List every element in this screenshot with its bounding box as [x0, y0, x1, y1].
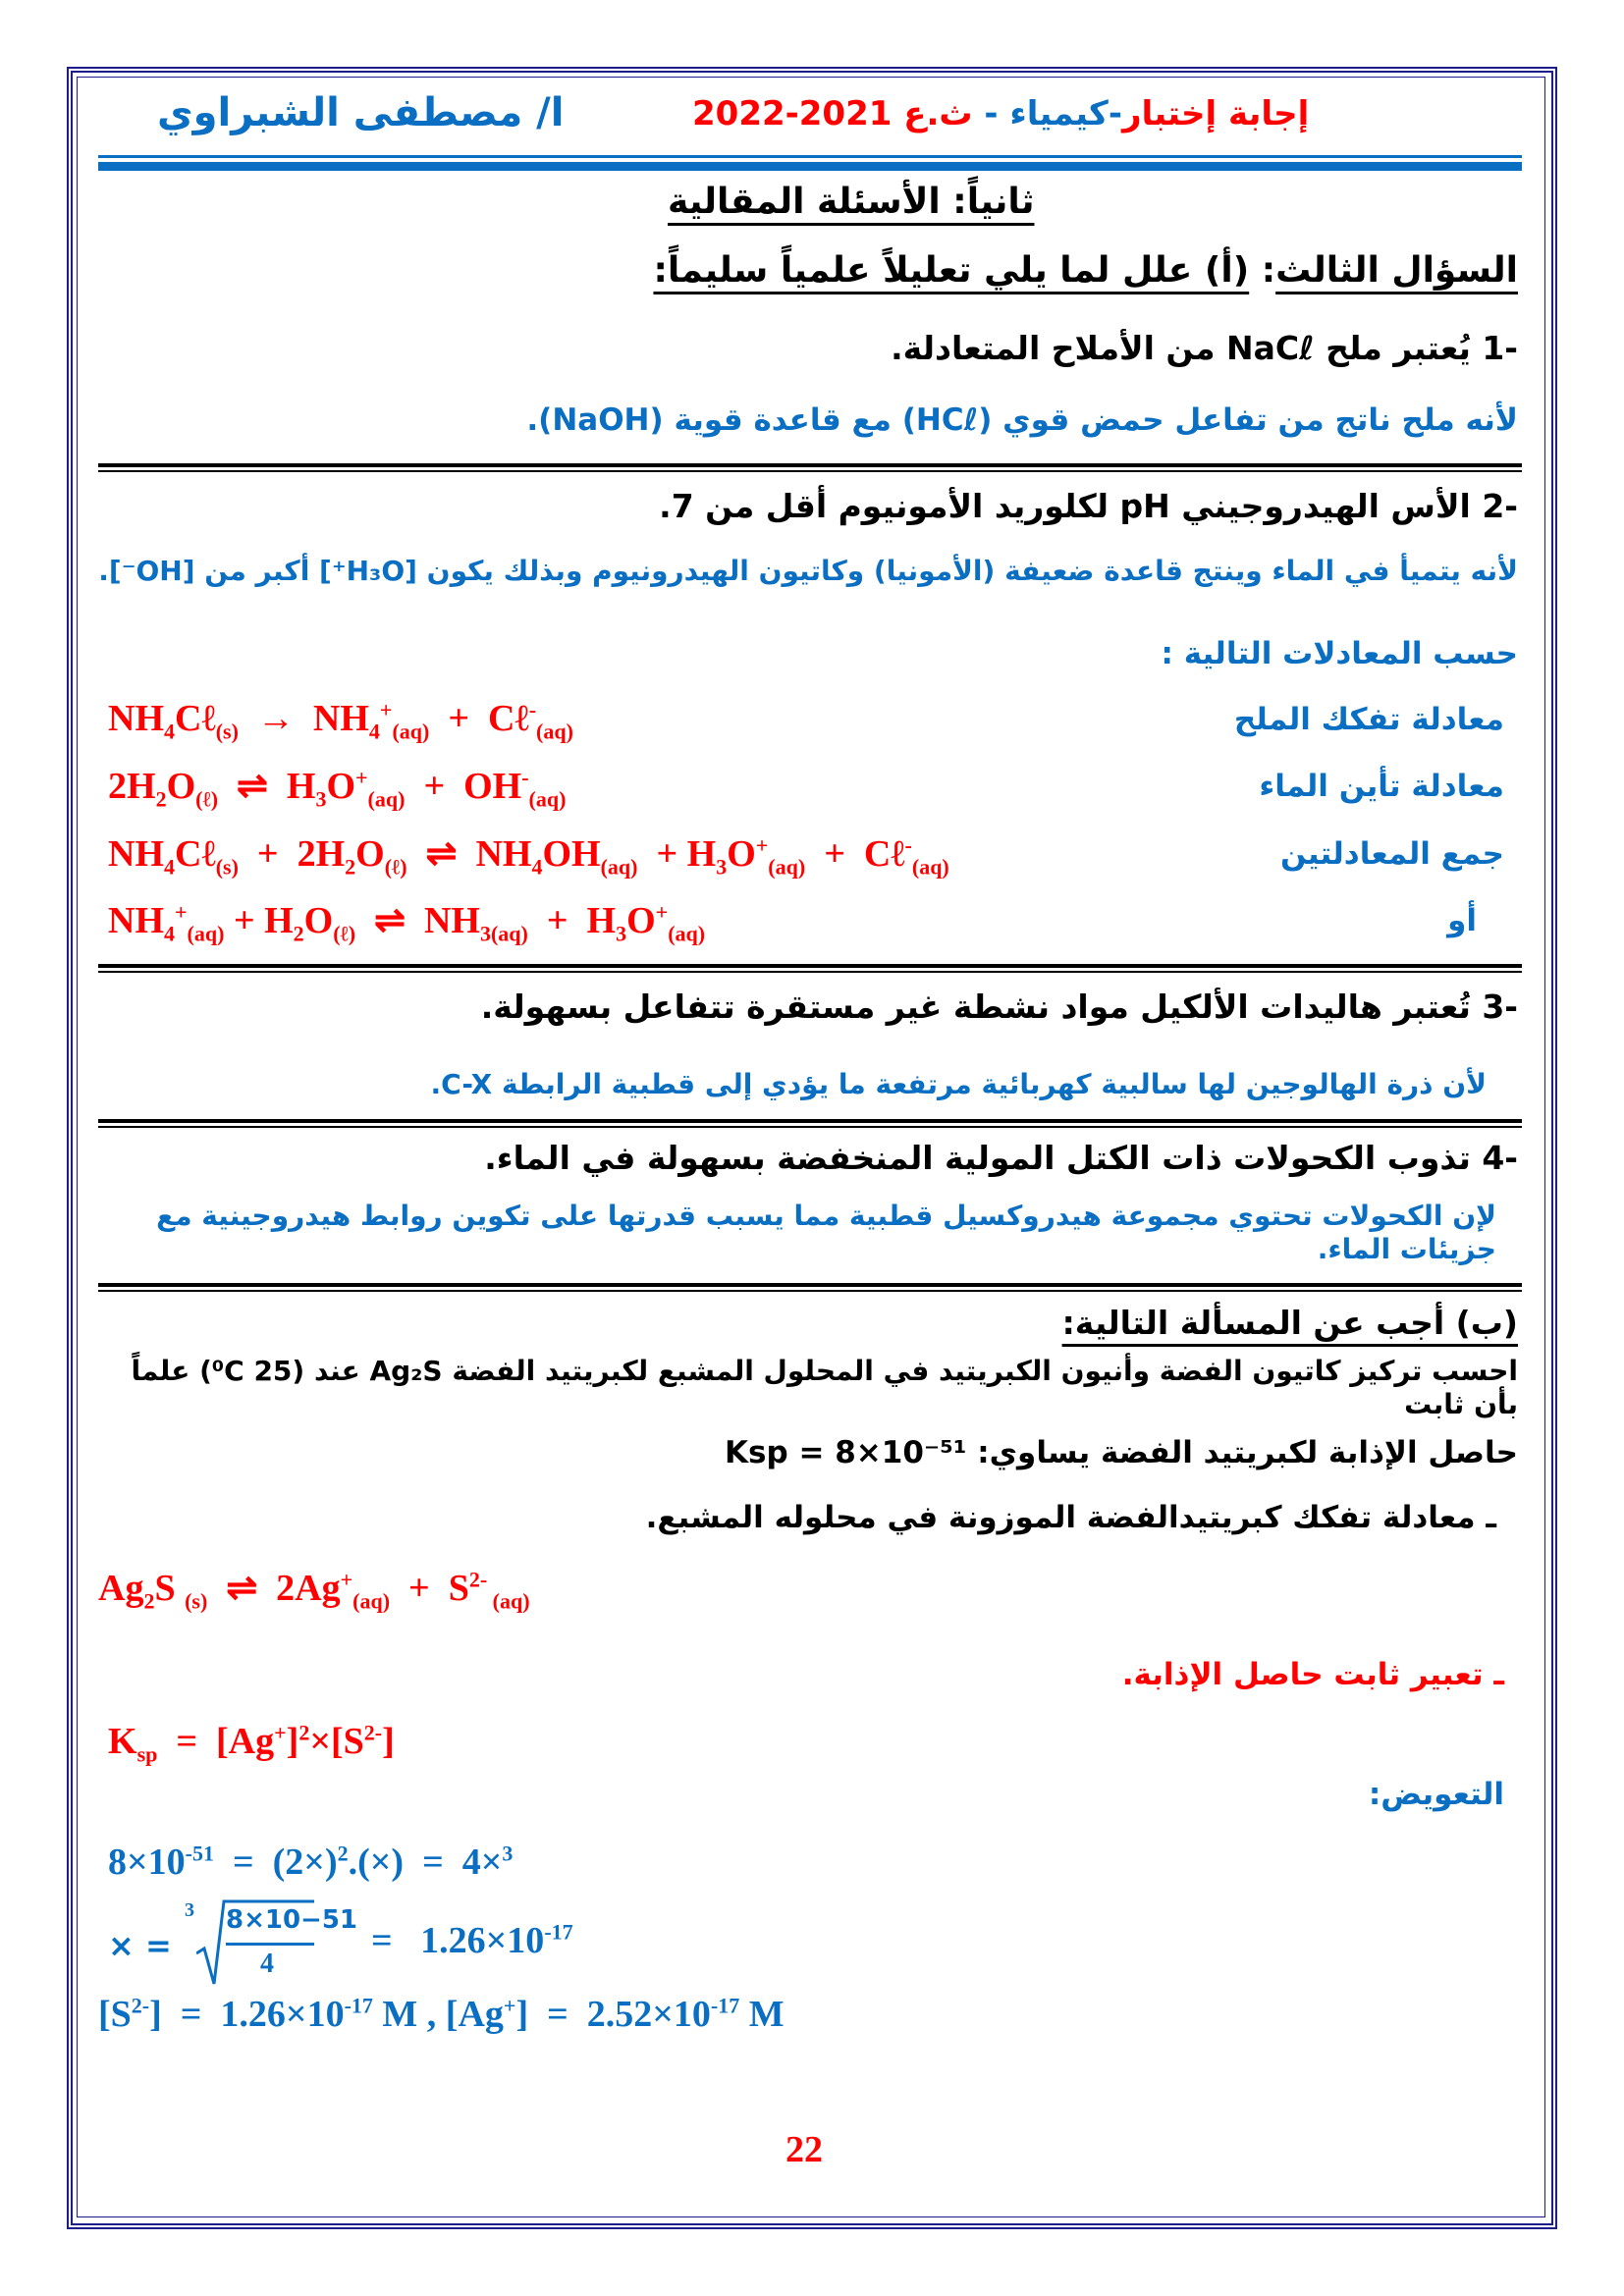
title-part: إجابة إختبار: [1121, 94, 1310, 133]
question-label: السؤال الثالث: [1275, 250, 1518, 291]
x-equals: × =: [108, 1927, 172, 1964]
formula-text: + S: [390, 1568, 469, 1609]
supscript: -: [904, 832, 912, 858]
subscript: (aq): [392, 719, 430, 744]
formula-text: Cℓ: [175, 698, 216, 739]
problem-text-2: حاصل الإذابة لكبريتيد الفضة يساوي: Ksp = 8×10⁻⁵¹: [725, 1435, 1518, 1470]
supscript: -: [528, 697, 537, 722]
formula-text: O: [166, 766, 196, 807]
item-1-answer: لأنه ملح ناتج من تفاعل حمض قوي (HCℓ) مع قاعدة قوية (NaOH).: [526, 402, 1518, 438]
subscript: (s): [215, 854, 239, 880]
formula-text: O: [303, 900, 334, 941]
equation-sum: [108, 831, 949, 881]
formula-text: NH: [108, 833, 164, 875]
equation-ag2s-dissociation: [98, 1566, 530, 1615]
item-3-answer: لأن ذرة الهالوجين لها سالبية كهربائية مرتفعة ما يؤدي إلى قطبية الرابطة C-X.: [430, 1068, 1487, 1100]
formula-text: ]: [286, 1721, 299, 1762]
supscript: +: [655, 899, 669, 925]
part-b-heading: (ب) أجب عن المسألة التالية:: [1061, 1304, 1518, 1342]
ksp-expression: [108, 1720, 395, 1768]
subscript: (aq): [187, 921, 225, 946]
formula-text: ] = 1.26×10: [149, 1994, 345, 2035]
formula-text: K: [108, 1721, 137, 1762]
supscript: +: [755, 832, 769, 858]
subscript: (aq): [668, 921, 706, 946]
formula-text: + H: [527, 900, 617, 941]
substitution-step-1: [108, 1841, 513, 1884]
subscript: 4: [164, 719, 175, 744]
divider: [98, 1119, 1522, 1128]
formula-text: OH: [542, 833, 601, 875]
subscript: 4: [368, 719, 380, 744]
formula-text: O: [626, 900, 656, 941]
subscript: (ℓ): [195, 786, 219, 812]
item-1-question: -1 يُعتبر ملح NaCℓ من الأملاح المتعادلة.: [891, 329, 1518, 367]
final-concentrations: [98, 1993, 785, 2036]
formula-text: + H: [637, 833, 717, 875]
subscript: (aq): [911, 854, 949, 880]
subscript: (ℓ): [384, 854, 407, 880]
supscript: +: [379, 697, 393, 722]
formula-text: + Cℓ: [805, 833, 905, 875]
formula-text: S: [154, 1568, 186, 1609]
page-number: 22: [785, 2129, 823, 2170]
formula-text: Ag: [98, 1568, 144, 1609]
supscript: +: [274, 1720, 287, 1745]
subscript: 2: [155, 786, 167, 812]
formula-text: ⇌ 2Ag: [207, 1568, 341, 1609]
formula-text: NH: [312, 698, 369, 739]
item-3-question: -3 تُعتبر هاليدات الألكيل مواد نشطة غير مستقرة تتفاعل بسهولة.: [480, 988, 1518, 1026]
supscript: +: [503, 1993, 516, 2018]
supscript: 2: [298, 1720, 310, 1745]
question-3-heading: [653, 250, 1518, 291]
problem-text-3: ـ معادلة تفكك كبريتيدالفضة الموزونة في محلوله المشبع.: [645, 1500, 1496, 1535]
divider: [98, 964, 1522, 973]
formula-text: = [Ag: [157, 1721, 275, 1762]
supscript: -17: [710, 1993, 740, 2018]
supscript: 3: [502, 1841, 514, 1866]
formula-text: + 2H: [238, 833, 346, 875]
fraction-bar: [226, 1943, 314, 1946]
item-2-answer: لأنه يتميأ في الماء وينتج قاعدة ضعيفة (الأمونيا) وكاتيون الهيدرونيوم وبذلك يكون [H₃O⁺] أكبر من [OH⁻].: [98, 555, 1518, 587]
formula-text: + OH: [405, 766, 522, 807]
supscript: +: [175, 899, 188, 925]
supscript: 2-: [468, 1567, 488, 1592]
colon: :: [1249, 250, 1276, 291]
title-subject: -كيمياء -: [972, 94, 1122, 133]
header-line: [98, 155, 1522, 158]
equation-alternative: [108, 898, 705, 947]
subscript: 4: [531, 854, 543, 880]
formula-text: O: [727, 833, 756, 875]
substitution-heading: التعويض:: [1368, 1777, 1504, 1812]
formula-text: NH: [108, 900, 164, 941]
subscript: (ℓ): [333, 921, 356, 946]
supscript: -17: [544, 1919, 573, 1945]
substitution-step-2: [108, 1899, 619, 1988]
equation-label: معادلة تأين الماء: [1259, 769, 1504, 804]
formula-text: .(×) = 4×: [348, 1842, 503, 1883]
subscript: (s): [185, 1588, 208, 1614]
item-2-answer-note: حسب المعادلات التالية :: [1161, 636, 1518, 671]
formula-text: = 1.26×10: [371, 1920, 545, 1961]
root-result: [371, 1919, 573, 1962]
formula-text: ⇌ NH: [355, 900, 480, 941]
subscript: (aq): [528, 786, 567, 812]
formula-text: ×[S: [309, 1721, 364, 1762]
subscript: 3: [616, 921, 627, 946]
subscript: 3: [315, 786, 327, 812]
formula-text: [S: [98, 1994, 132, 2035]
formula-text: ⇌ H: [218, 766, 316, 807]
supscript: -17: [344, 1993, 373, 2018]
subscript: (aq): [536, 719, 573, 744]
subscript: sp: [136, 1741, 158, 1767]
item-2-question: -2 الأس الهيدروجيني pH لكلوريد الأمونيوم أقل من 7.: [659, 487, 1518, 525]
formula-text: →: [238, 698, 313, 739]
supscript: +: [340, 1567, 353, 1592]
equation-water-ionization: [108, 764, 566, 813]
formula-text: 8×10: [108, 1842, 186, 1883]
author-name: ا/ مصطفى الشبراوي: [157, 90, 565, 135]
ksp-expression-heading: ـ تعبير ثابت حاصل الإذابة.: [1121, 1657, 1504, 1692]
formula-text: M , [Ag: [372, 1994, 504, 2035]
fraction-numerator: 8×10−51: [226, 1905, 358, 1935]
subscript: (aq): [487, 1588, 530, 1614]
header-line-thick: [98, 162, 1522, 171]
formula-text: ]: [382, 1721, 395, 1762]
subscript: 2: [143, 1588, 155, 1614]
formula-text: ⇌ NH: [406, 833, 532, 875]
equation-label: جمع المعادلتين: [1279, 836, 1504, 872]
header-title: [692, 94, 1309, 133]
part-a-label: (أ) علل لما يلي تعليلاً علمياً سليماً:: [653, 250, 1250, 291]
subscript: (aq): [367, 786, 406, 812]
supscript: 2-: [131, 1993, 150, 2018]
subscript: 2: [345, 854, 356, 880]
divider: [98, 463, 1522, 472]
formula-text: ] = 2.52×10: [515, 1994, 711, 2035]
item-4-question: -4 تذوب الكحولات ذات الكتل المولية المنخفضة بسهولة في الماء.: [484, 1139, 1518, 1177]
subscript: 4: [164, 854, 175, 880]
root-index: 3: [185, 1899, 194, 1921]
subscript: 2: [293, 921, 304, 946]
formula-text: NH: [108, 698, 164, 739]
fraction-denominator: 4: [260, 1949, 274, 1979]
formula-text: 2H: [108, 766, 156, 807]
divider: [98, 1283, 1522, 1292]
subscript: (aq): [352, 1588, 391, 1614]
supscript: 2: [337, 1841, 349, 1866]
formula-text: + H: [224, 900, 294, 941]
subscript: 3: [716, 854, 728, 880]
formula-text: Cℓ: [175, 833, 216, 875]
title-year: ث.ع 2021-2022: [692, 94, 973, 133]
equation-label: أو: [1447, 903, 1477, 938]
equation-salt-dissociation: [108, 697, 573, 745]
section-title: ثانياً: الأسئلة المقالية: [668, 182, 1035, 222]
formula-text: + Cℓ: [429, 698, 529, 739]
subscript: 3(aq): [479, 921, 528, 946]
supscript: 2-: [363, 1720, 383, 1745]
item-4-answer: لإن الكحولات تحتوي مجموعة هيدروكسيل قطبية مما يسبب قدرتها على تكوين روابط هيدروجينية مع جزيئات الماء.: [156, 1200, 1496, 1265]
subscript: (aq): [768, 854, 806, 880]
formula-text: = (2×): [213, 1842, 338, 1883]
formula-text: O: [326, 766, 355, 807]
equation-label: معادلة تفكك الملح: [1233, 702, 1504, 737]
subscript: (s): [215, 719, 239, 744]
subscript: 4: [164, 921, 175, 946]
supscript: +: [355, 765, 368, 790]
supscript: -51: [185, 1841, 214, 1866]
formula-text: M: [739, 1994, 785, 2035]
subscript: (aq): [600, 854, 638, 880]
formula-text: O: [355, 833, 385, 875]
problem-text-1: احسب تركيز كاتيون الفضة وأنيون الكبريتيد في المحلول المشبع لكبريتيد الفضة Ag₂S عند (25 ⁰C) علماً بأن ثابت: [131, 1355, 1518, 1420]
supscript: -: [521, 765, 529, 790]
